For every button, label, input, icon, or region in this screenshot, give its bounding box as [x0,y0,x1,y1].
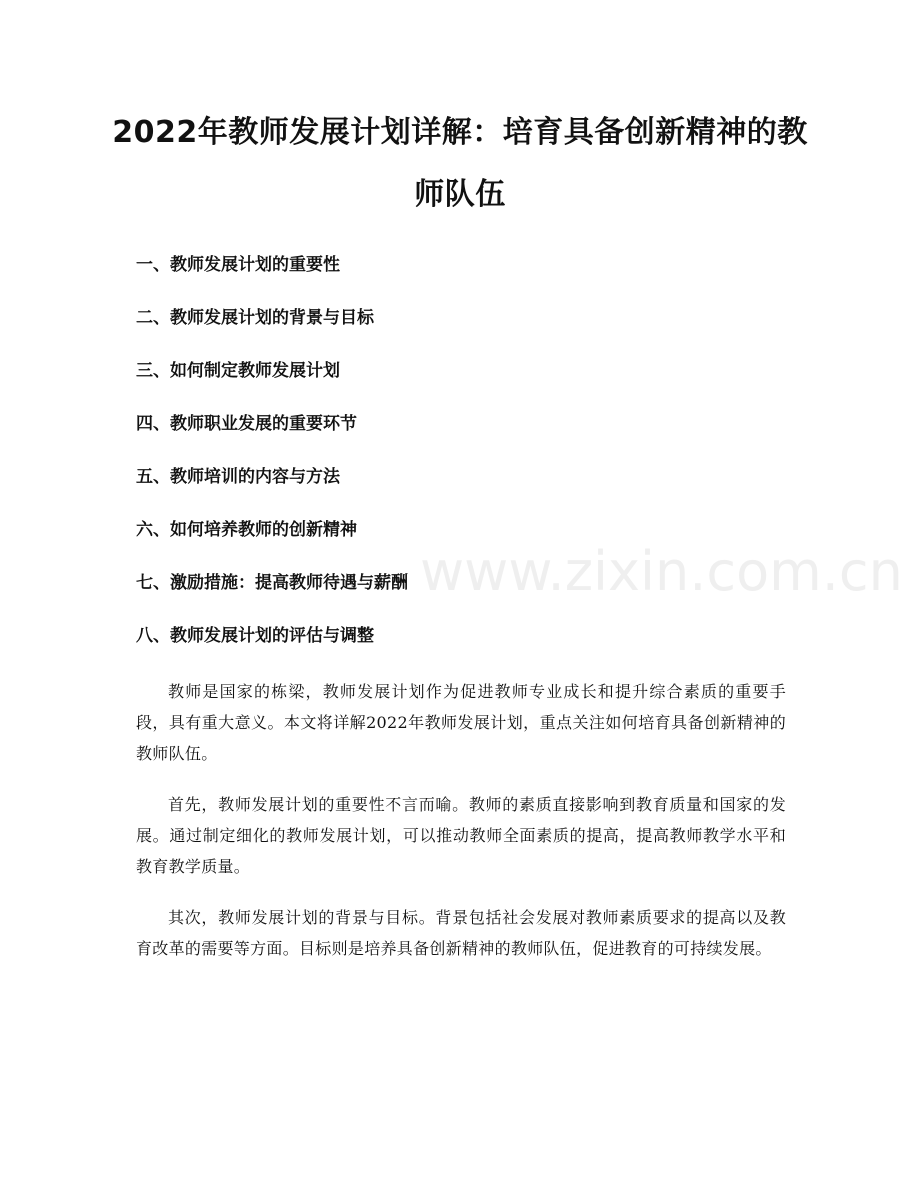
toc-item: 六、如何培养教师的创新精神 [136,520,357,540]
toc-item: 一、教师发展计划的重要性 [136,255,340,275]
toc-item: 二、教师发展计划的背景与目标 [136,308,374,328]
toc-item: 七、激励措施：提高教师待遇与薪酬 [136,573,408,593]
paragraph: 教师是国家的栋梁，教师发展计划作为促进教师专业成长和提升综合素质的重要手段，具有重大意义。本文将详解2022年教师发展计划，重点关注如何培育具备创新精神的教师队伍。 [136,682,786,763]
watermark: www.zixin.com.cn [420,540,903,603]
toc-item: 八、教师发展计划的评估与调整 [136,626,374,646]
document-title: 2022年教师发展计划详解：培育具备创新精神的教师队伍 [112,115,808,212]
body-text [136,676,786,984]
paragraph: 其次，教师发展计划的背景与目标。背景包括社会发展对教师素质要求的提高以及教育改革的需要等方面。目标则是培养具备创新精神的教师队伍，促进教育的可持续发展。 [136,908,786,958]
paragraph: 首先，教师发展计划的重要性不言而喻。教师的素质直接影响到教育质量和国家的发展。通过制定细化的教师发展计划，可以推动教师全面素质的提高，提高教师教学水平和教育教学质量。 [136,795,786,876]
toc-item: 五、教师培训的内容与方法 [136,467,340,487]
toc-item: 三、如何制定教师发展计划 [136,361,340,381]
table-of-contents [136,252,408,676]
toc-item: 四、教师职业发展的重要环节 [136,414,357,434]
